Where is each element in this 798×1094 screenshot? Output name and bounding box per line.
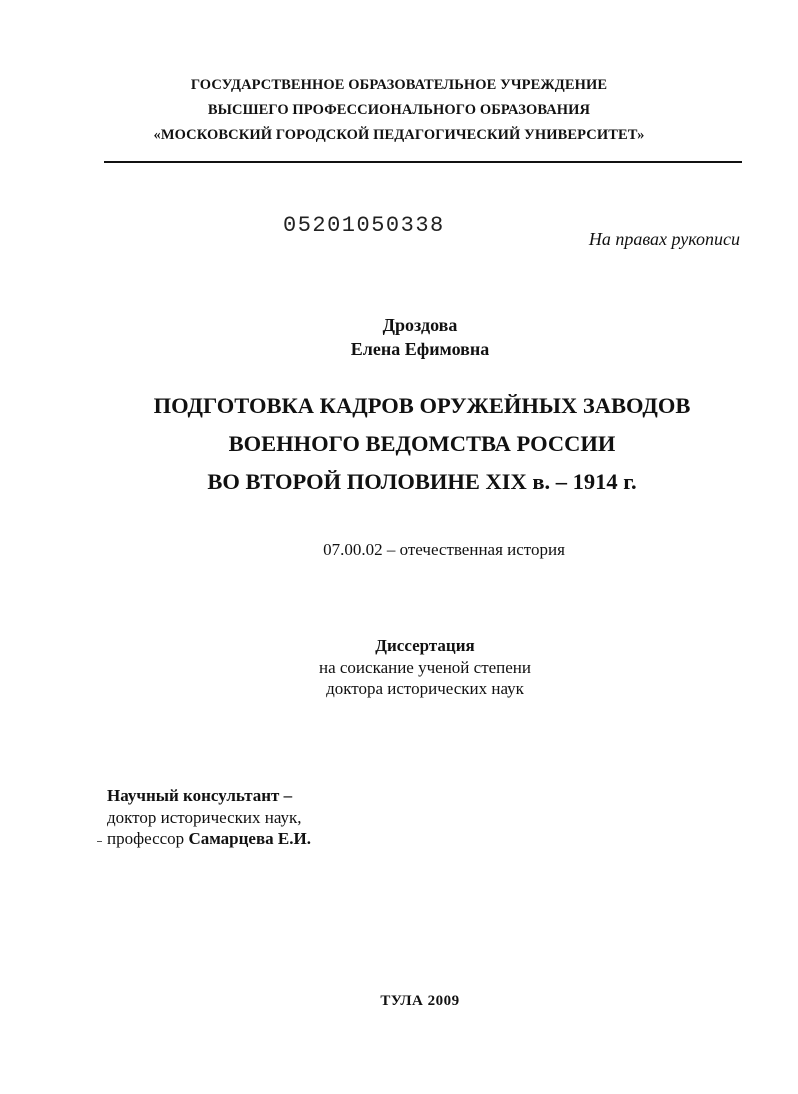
institution-line-1: ГОСУДАРСТВЕННОЕ ОБРАЗОВАТЕЛЬНОЕ УЧРЕЖДЕНИЕ [190, 77, 608, 93]
dissertation-heading: Диссертация [375, 636, 475, 655]
institution-header [0, 73, 798, 148]
margin-mark [97, 841, 102, 842]
rights-note: На правах рукописи [588, 229, 740, 249]
year: 2009 [427, 993, 460, 1009]
dissertation-line-2: доктора исторических наук [326, 679, 524, 698]
consultant-degree: доктор исторических наук, [107, 807, 302, 827]
consultant-rank: профессор [107, 829, 185, 848]
institution-line-2: ВЫСШЕГО ПРОФЕССИОНАЛЬНОГО ОБРАЗОВАНИЯ [207, 102, 591, 118]
consultant-rank-line [107, 828, 311, 850]
author-given-names: Елена Ефимовна [350, 339, 490, 359]
dissertation-line-1: на соискание ученой степени [318, 657, 532, 677]
dissertation-block [0, 635, 798, 700]
document-code: 05201050338 [283, 213, 445, 238]
consultant-block [107, 785, 311, 850]
title-line-3: ВО ВТОРОЙ ПОЛОВИНЕ XIX в. – 1914 г. [207, 469, 637, 494]
institution-line-3: «МОСКОВСКИЙ ГОРОДСКОЙ ПЕДАГОГИЧЕСКИЙ УНИВЕРСИТЕТ» [153, 127, 645, 143]
title-line-1: ПОДГОТОВКА КАДРОВ ОРУЖЕЙНЫХ ЗАВОДОВ [153, 393, 691, 418]
dissertation-title [0, 387, 798, 501]
specialty-code: 07.00.02 – отечественная история [323, 540, 565, 559]
consultant-name: Самарцева Е.И. [188, 829, 311, 848]
consultant-heading: Научный консультант – [107, 786, 293, 805]
header-divider [104, 161, 742, 163]
city-name: ТУЛА [380, 993, 424, 1009]
title-line-2: ВОЕННОГО ВЕДОМСТВА РОССИИ [228, 431, 616, 456]
author-block [0, 313, 798, 361]
author-surname: Дроздова [382, 315, 458, 335]
city-year [0, 993, 798, 1010]
